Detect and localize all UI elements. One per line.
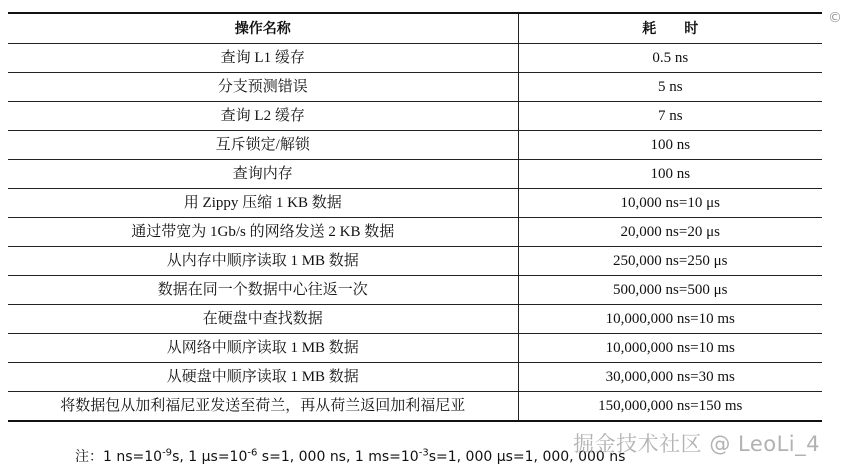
table-row xyxy=(8,131,822,160)
operation-cell: 数据在同一个数据中心往返一次 xyxy=(8,276,518,305)
header-operation: 操作名称 xyxy=(8,13,518,44)
latency-cell: 100 ns xyxy=(518,160,822,189)
latency-cell: 30,000,000 ns=30 ms xyxy=(518,363,822,392)
footnote-part: 注：1 ns=10 xyxy=(75,449,163,465)
footnote-part: s=1, 000 μs=1, 000, 000 ns xyxy=(428,449,626,465)
latency-cell: 10,000,000 ns=10 ms xyxy=(518,334,822,363)
table-body xyxy=(8,44,822,422)
table-row xyxy=(8,44,822,73)
footnote-exponent: -6 xyxy=(247,447,258,459)
operation-cell: 将数据包从加利福尼亚发送至荷兰，再从荷兰返回加利福尼亚 xyxy=(8,392,518,422)
table-row xyxy=(8,276,822,305)
operation-cell: 查询 L1 缓存 xyxy=(8,44,518,73)
latency-cell: 10,000,000 ns=10 ms xyxy=(518,305,822,334)
latency-cell: 500,000 ns=500 μs xyxy=(518,276,822,305)
operation-cell: 分支预测错误 xyxy=(8,73,518,102)
operation-cell: 从硬盘中顺序读取 1 MB 数据 xyxy=(8,363,518,392)
table-row xyxy=(8,392,822,422)
copyright-icon: © xyxy=(828,10,842,26)
table-row xyxy=(8,247,822,276)
table-row xyxy=(8,218,822,247)
operation-cell: 从网络中顺序读取 1 MB 数据 xyxy=(8,334,518,363)
table-row xyxy=(8,189,822,218)
header-cost: 耗 时 xyxy=(518,13,822,44)
table-row xyxy=(8,160,822,189)
operation-cell: 查询内存 xyxy=(8,160,518,189)
table-row xyxy=(8,102,822,131)
latency-table xyxy=(8,12,822,422)
operation-cell: 查询 L2 缓存 xyxy=(8,102,518,131)
latency-cell: 5 ns xyxy=(518,73,822,102)
operation-cell: 用 Zippy 压缩 1 KB 数据 xyxy=(8,189,518,218)
latency-cell: 10,000 ns=10 μs xyxy=(518,189,822,218)
operation-cell: 通过带宽为 1Gb/s 的网络发送 2 KB 数据 xyxy=(8,218,518,247)
latency-cell: 0.5 ns xyxy=(518,44,822,73)
footnote-part: s=1, 000 ns, 1 ms=10 xyxy=(257,449,419,465)
footnote-exponent: -3 xyxy=(418,447,429,459)
footnote-exponent: -9 xyxy=(162,447,173,459)
watermark: 掘金技术社区 @ LeoLi_4 xyxy=(573,432,820,456)
footnote-part: s, 1 μs=10 xyxy=(172,449,248,465)
footnote xyxy=(75,446,625,466)
table-row xyxy=(8,305,822,334)
table-header-row xyxy=(8,13,822,44)
latency-cell: 250,000 ns=250 μs xyxy=(518,247,822,276)
latency-cell: 7 ns xyxy=(518,102,822,131)
operation-cell: 互斥锁定/解锁 xyxy=(8,131,518,160)
table-row xyxy=(8,334,822,363)
operation-cell: 在硬盘中查找数据 xyxy=(8,305,518,334)
latency-cell: 100 ns xyxy=(518,131,822,160)
latency-cell: 150,000,000 ns=150 ms xyxy=(518,392,822,422)
table-row xyxy=(8,73,822,102)
operation-cell: 从内存中顺序读取 1 MB 数据 xyxy=(8,247,518,276)
latency-cell: 20,000 ns=20 μs xyxy=(518,218,822,247)
table-row xyxy=(8,363,822,392)
